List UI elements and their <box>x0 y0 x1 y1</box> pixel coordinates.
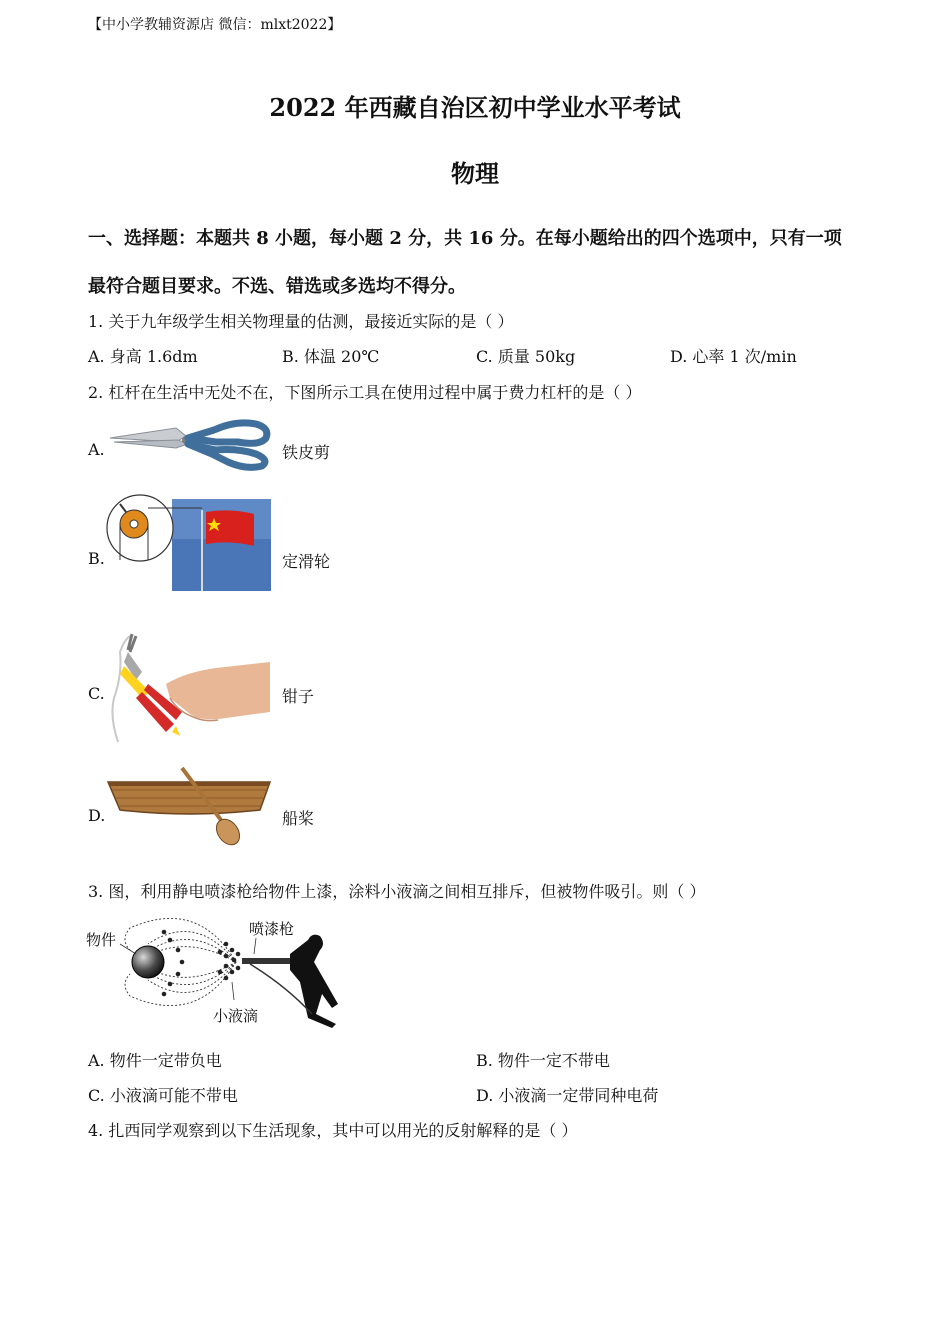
section-instructions-line2: 最符合题目要求。不选、错选或多选均不得分。 <box>88 276 466 297</box>
q2-option-a-name: 铁皮剪 <box>282 443 331 462</box>
q3-charge-label: + <box>59 950 73 968</box>
q3-option-a[interactable]: A. 物件一定带负电 <box>88 1051 222 1070</box>
q1-option-c[interactable]: C. 质量 50kg <box>476 347 576 366</box>
q2-option-c-name: 钳子 <box>282 687 315 706</box>
pliers-hand-icon <box>106 632 272 744</box>
q1-stem: 1. 关于九年级学生相关物理量的估测，最接近实际的是（ ） <box>88 312 514 331</box>
exam-subject: 物理 <box>451 159 499 188</box>
q3-option-d[interactable]: D. 小液滴一定带同种电荷 <box>476 1086 659 1105</box>
q1-option-b[interactable]: B. 体温 20℃ <box>282 347 380 366</box>
q3-label-object: 物件 <box>86 931 117 949</box>
header-watermark: 【中小学教辅资源店 微信：mlxt2022】 <box>88 17 342 33</box>
boat-oar-icon <box>106 764 272 846</box>
q3-option-b[interactable]: B. 物件一定不带电 <box>476 1051 610 1070</box>
q2-option-b-name: 定滑轮 <box>282 552 331 571</box>
q3-option-c[interactable]: C. 小液滴可能不带电 <box>88 1086 238 1105</box>
q2-option-c-letter[interactable]: C. <box>88 684 105 703</box>
q2-option-d-letter[interactable]: D. <box>88 806 106 825</box>
q2-option-d-name: 船桨 <box>282 809 315 828</box>
q1-option-a[interactable]: A. 身高 1.6dm <box>88 347 198 366</box>
q3-stem: 3. 图，利用静电喷漆枪给物件上漆，涂料小液滴之间相互排斥，但被物件吸引。则（ ） <box>88 882 706 901</box>
section-instructions-line1: 一、选择题：本题共 8 小题，每小题 2 分，共 16 分。在每小题给出的四个选项中，只有一项 <box>88 228 842 249</box>
tin-snips-icon <box>106 410 272 472</box>
q2-stem: 2. 杠杆在生活中无处不在，下图所示工具在使用过程中属于费力杠杆的是（ ） <box>88 383 642 402</box>
exam-title: 2022 年西藏自治区初中学业水平考试 <box>269 93 681 122</box>
q4-stem: 4. 扎西同学观察到以下生活现象，其中可以用光的反射解释的是（ ） <box>88 1121 578 1140</box>
pulley-flag-icon <box>106 494 272 592</box>
q2-option-a-letter[interactable]: A. <box>88 440 105 459</box>
q2-option-b-letter[interactable]: B. <box>88 549 105 568</box>
q3-label-droplets: 小液滴 <box>213 1007 259 1025</box>
q1-option-d[interactable]: D. 心率 1 次/min <box>670 347 797 366</box>
q3-label-gun: 喷漆枪 <box>249 920 295 938</box>
